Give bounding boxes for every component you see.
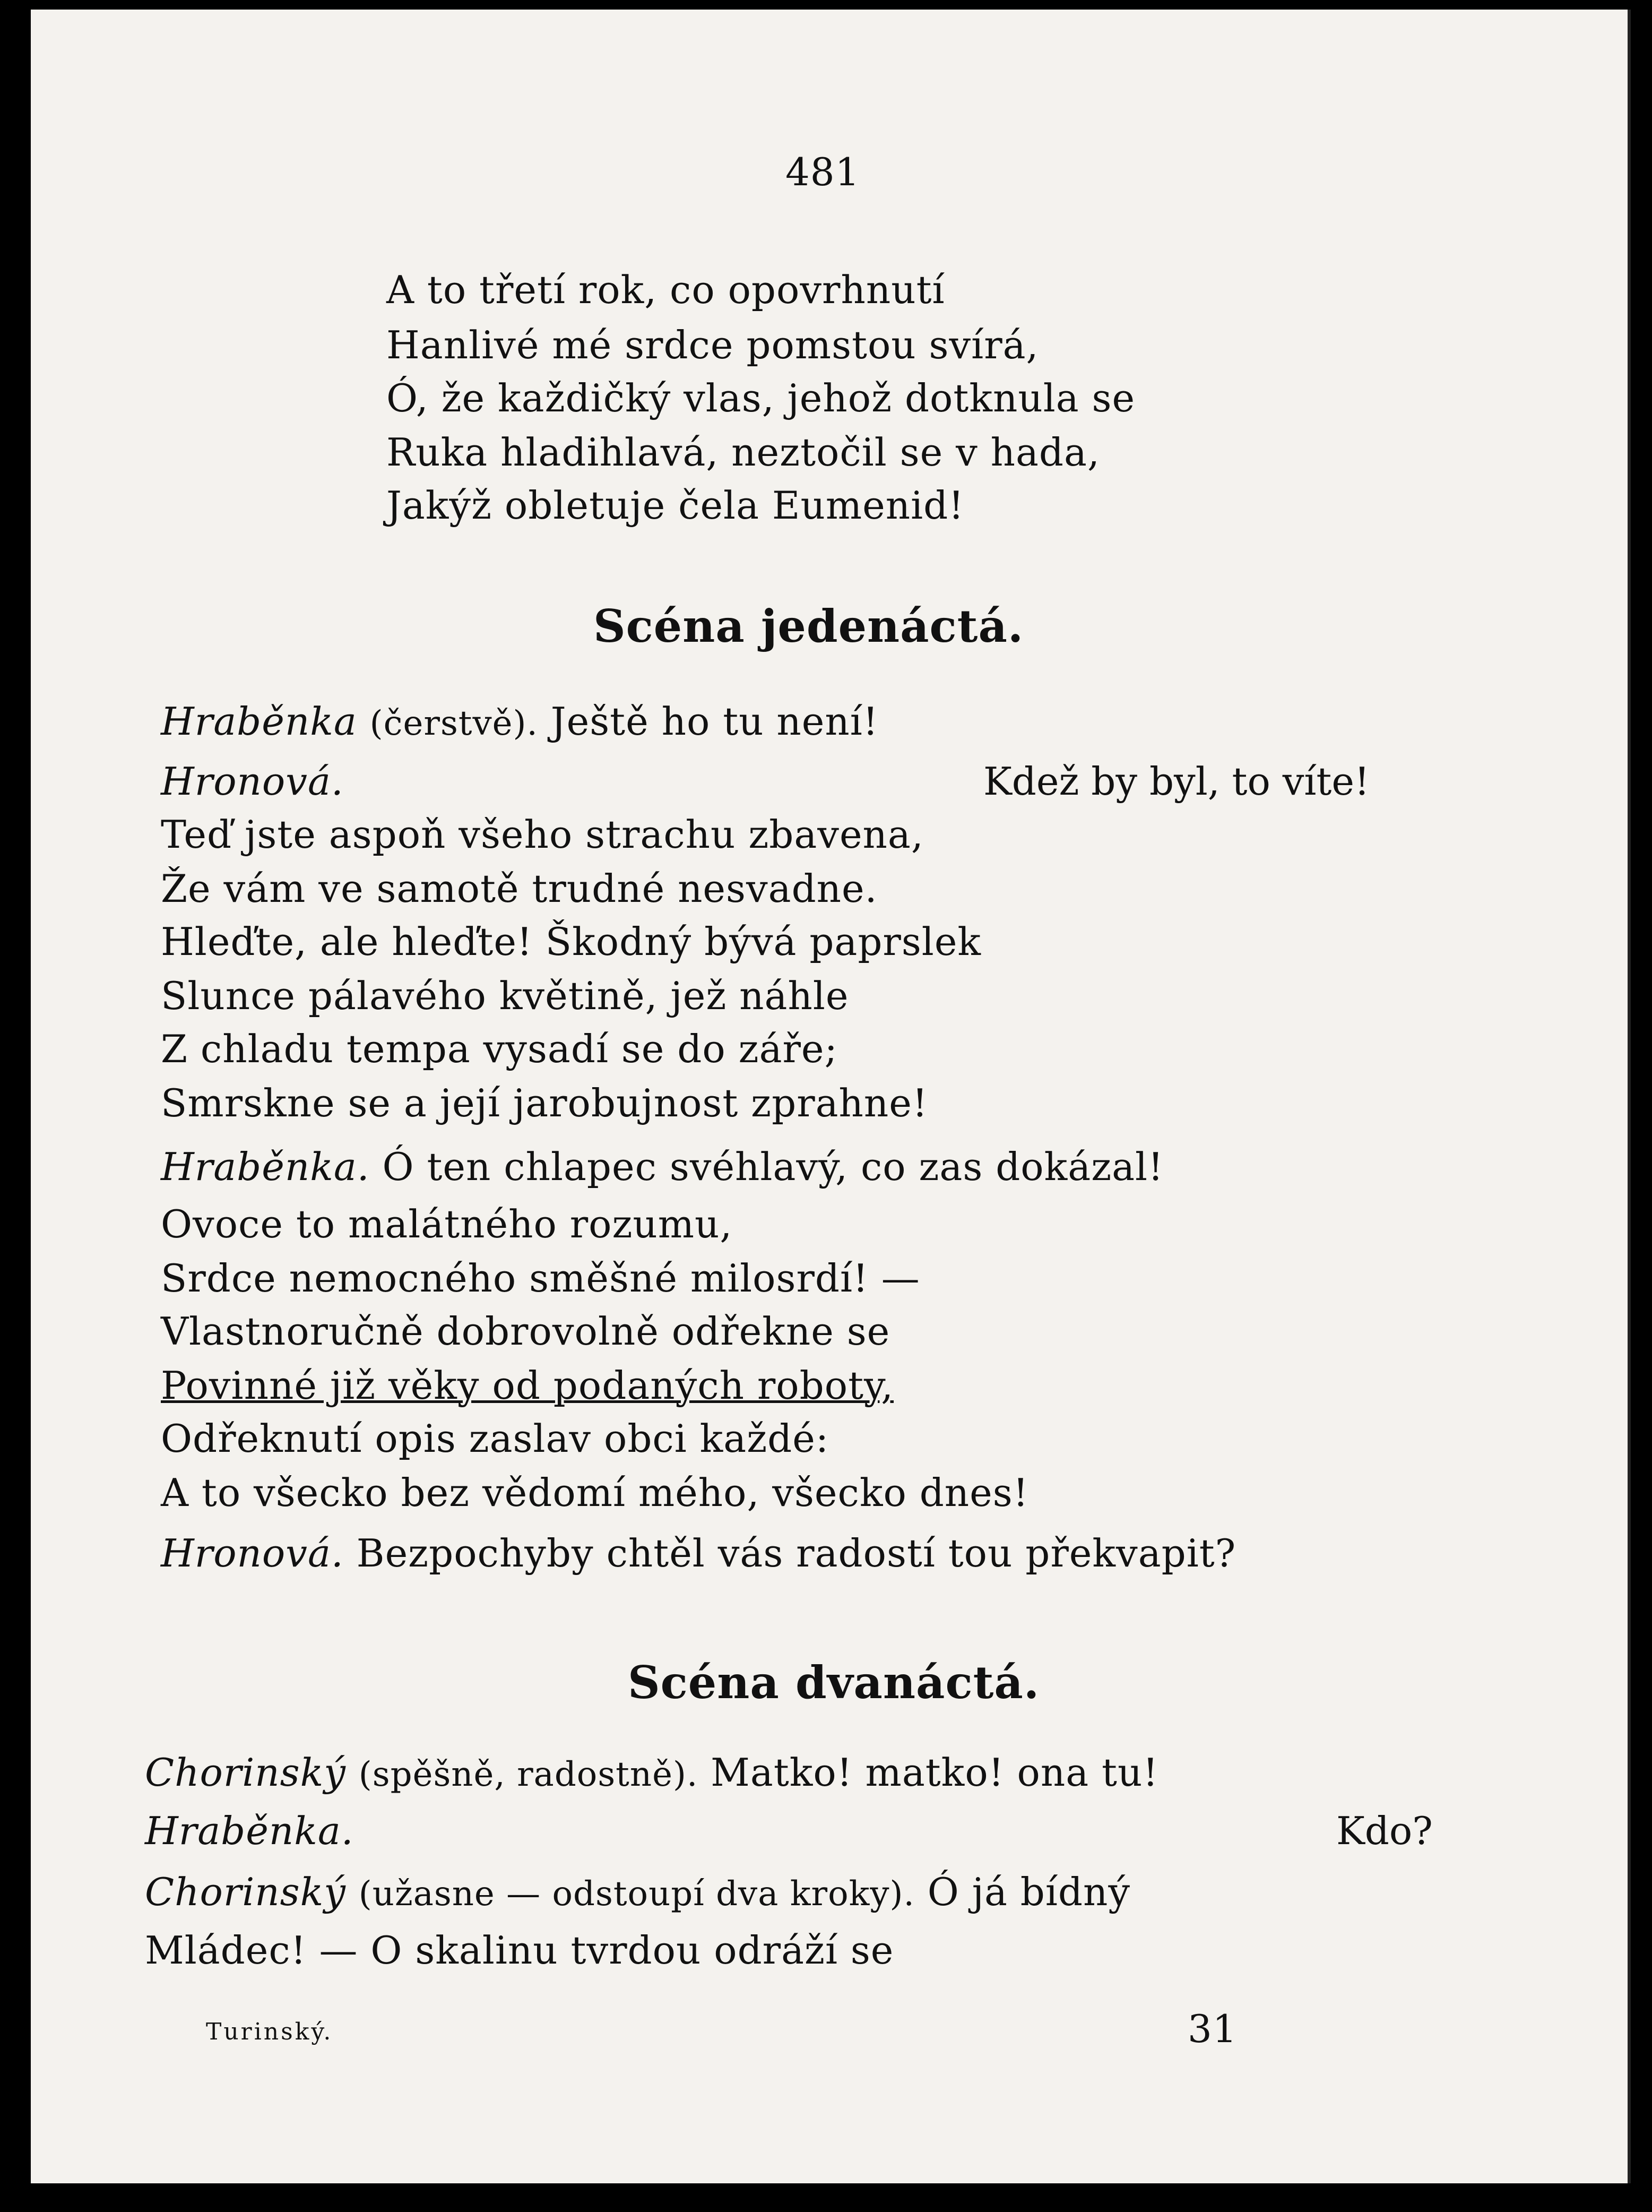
dialogue-text: Bezpochyby chtěl vás radostí tou překvapit?	[356, 1531, 1236, 1576]
dialogue-line: A to všecko bez vědomí mého, všecko dnes!	[161, 1470, 1029, 1515]
dialogue-line: Ovoce to malátného rozumu,	[161, 1202, 733, 1246]
dialogue-line: Slunce pálavého květině, jež náhle	[161, 974, 849, 1018]
verse-line: Ó, že každičký vlas, jehož dotknula se	[386, 376, 1136, 420]
page-number: 481	[785, 150, 860, 194]
speaker-name: Hraběnka	[161, 699, 357, 744]
dialogue-line	[145, 1750, 1159, 1795]
scene-heading: Scéna jedenáctá.	[593, 600, 1024, 652]
dialogue-line: Teď jste aspoň všeho strachu zbavena,	[161, 812, 924, 857]
signature-number: 31	[1188, 2007, 1238, 2051]
footer-author: Turinský.	[206, 2018, 333, 2045]
dialogue-line: Že vám ve samotě trudné nesvadne.	[161, 866, 878, 911]
dialogue-line: Vlastnoručně dobrovolně odřekne se	[161, 1309, 890, 1354]
speaker-name: Chorinský	[145, 1870, 346, 1914]
dialogue-line: Smrskne se a její jarobujnost zprahne!	[161, 1081, 928, 1125]
dialogue-line	[161, 1531, 1236, 1576]
dialogue-line	[145, 1870, 1131, 1914]
scene-heading: Scéna dvanáctá.	[628, 1656, 1040, 1709]
dialogue-line: Mládec! — O skalinu tvrdou odráží se	[145, 1928, 894, 1973]
speaker-name: Hronová.	[161, 759, 344, 804]
dialogue-text: Ještě ho tu není!	[550, 699, 879, 744]
dialogue-text: Ó já bídný	[927, 1870, 1131, 1914]
speaker-name: Chorinský	[145, 1750, 346, 1795]
stage-direction: (užasne — odstoupí dva kroky).	[358, 1874, 915, 1914]
dialogue-line: Srdce nemocného směšné milosrdí! —	[161, 1256, 920, 1301]
speaker-name: Hraběnka.	[145, 1809, 354, 1853]
verse-line: Jakýž obletuje čela Eumenid!	[386, 483, 965, 528]
book-page	[31, 10, 1631, 2183]
dialogue-line	[161, 1144, 1164, 1189]
dialogue-text: Kdo?	[1336, 1809, 1433, 1853]
stage-direction: (čerstvě).	[369, 704, 538, 743]
dialogue-text: Ó ten chlapec svéhlavý, co zas dokázal!	[382, 1144, 1164, 1189]
speaker-name: Hronová.	[161, 1531, 344, 1576]
stage-direction: (spěšně, radostně).	[358, 1755, 698, 1794]
dialogue-line: Povinné již věky od podaných roboty,	[161, 1363, 894, 1408]
dialogue-line: Hleďte, ale hleďte! Škodný bývá paprslek	[161, 919, 982, 964]
verse-line: Hanlivé mé srdce pomstou svírá,	[386, 323, 1039, 367]
dialogue-line: Z chladu tempa vysadí se do záře;	[161, 1027, 838, 1071]
dialogue-line	[161, 699, 879, 744]
dialogue-line: Odřeknutí opis zaslav obci každé:	[161, 1416, 829, 1461]
verse-line: Ruka hladihlavá, neztočil se v hada,	[386, 430, 1100, 475]
dialogue-text: Kdež by byl, to víte!	[983, 759, 1370, 804]
dialogue-text: Matko! matko! ona tu!	[711, 1750, 1159, 1795]
speaker-name: Hraběnka.	[161, 1144, 370, 1189]
verse-line: A to třetí rok, co opovrhnutí	[386, 268, 945, 312]
